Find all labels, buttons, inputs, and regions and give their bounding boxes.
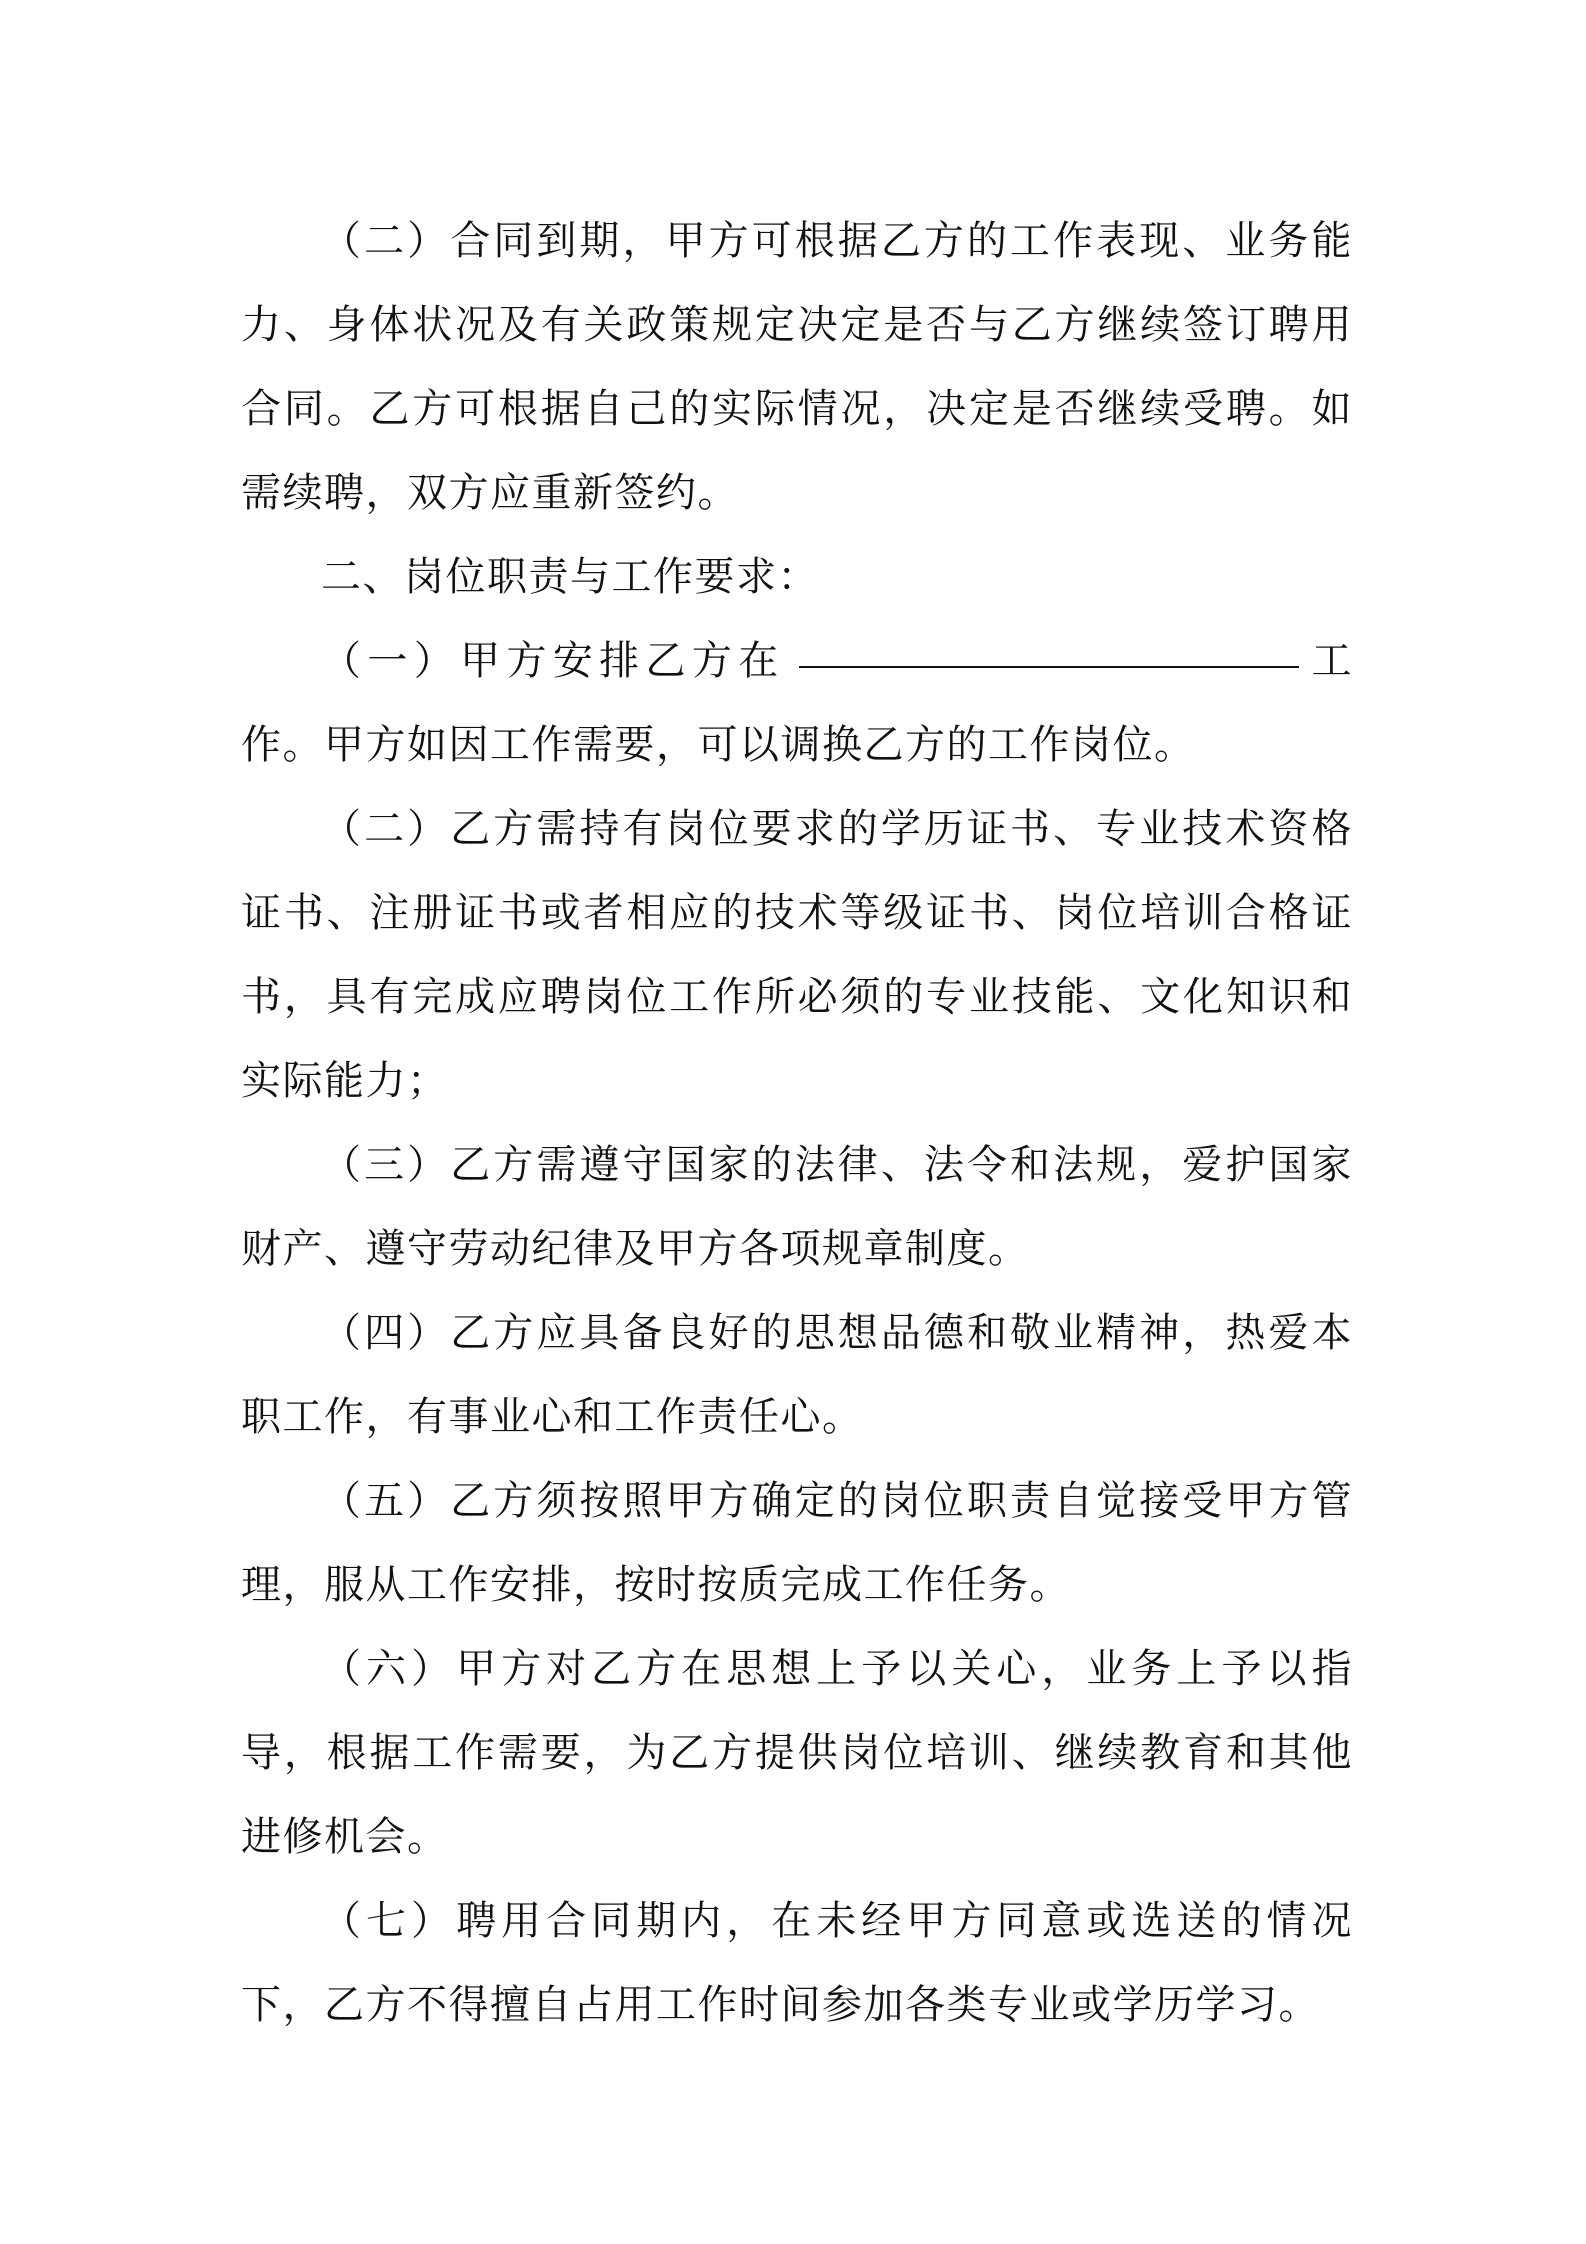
paragraph-qualifications: （二）乙方需持有岗位要求的学历证书、专业技术资格证书、注册证书或者相应的技术等级证书、岗位培训合格证书，具有完成应聘岗位工作所必须的专业技能、文化知识和实际能力； xyxy=(241,806,1353,1104)
assignment-text-after-blank: 工作。甲方如因工作需要，可以调换乙方的工作岗位。 xyxy=(241,638,1354,768)
paragraph-training: （六）甲方对乙方在思想上予以关心，业务上予以指导，根据工作需要，为乙方提供岗位培训、继续教育和其他进修机会。 xyxy=(241,1646,1353,1860)
assignment-text-before-blank: （一）甲方安排乙方在 xyxy=(321,638,785,684)
section-heading-duties: 二、岗位职责与工作要求： xyxy=(321,554,819,600)
paragraph-study-time: （七）聘用合同期内，在未经甲方同意或选送的情况下，乙方不得擅自占用工作时间参加各类专业或学历学习。 xyxy=(241,1898,1353,2028)
document-body xyxy=(241,199,1353,2047)
paragraph-ethics: （四）乙方应具备良好的思想品德和敬业精神，热爱本职工作，有事业心和工作责任心。 xyxy=(241,1310,1353,1440)
paragraph-compliance: （三）乙方需遵守国家的法律、法令和法规，爱护国家财产、遵守劳动纪律及甲方各项规章制度。 xyxy=(241,1142,1353,1272)
paragraph-contract-renewal: （二）合同到期，甲方可根据乙方的工作表现、业务能力、身体状况及有关政策规定决定是否与乙方继续签订聘用合同。乙方可根据自己的实际情况，决定是否继续受聘。如需续聘，双方应重新签约。 xyxy=(241,218,1353,516)
paragraph-assignment xyxy=(241,619,1353,787)
fill-in-blank-line xyxy=(799,665,1299,668)
paragraph-management: （五）乙方须按照甲方确定的岗位职责自觉接受甲方管理，服从工作安排，按时按质完成工作任务。 xyxy=(241,1478,1353,1608)
